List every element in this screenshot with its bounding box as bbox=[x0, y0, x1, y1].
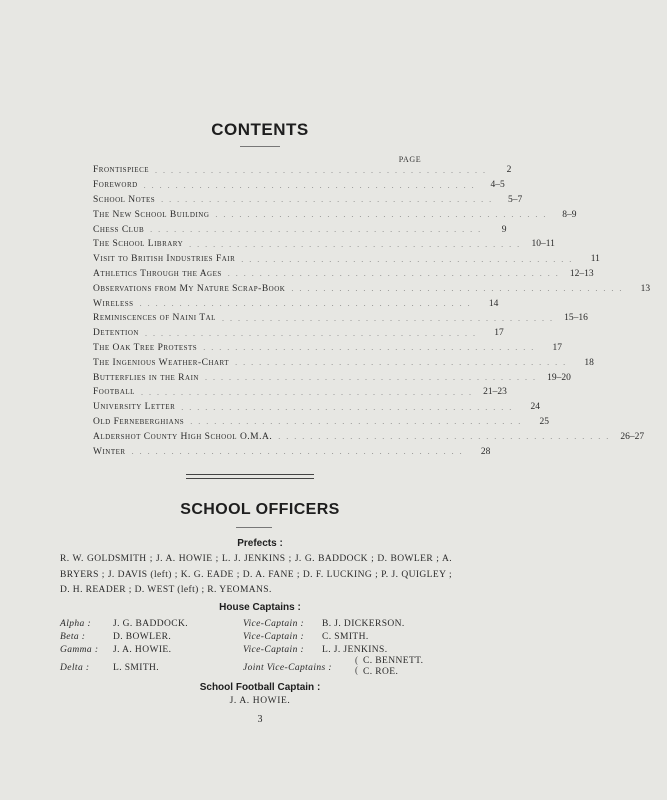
contents-item-page: 17 bbox=[552, 342, 562, 353]
contents-item bbox=[93, 252, 600, 267]
contents-item bbox=[93, 222, 507, 237]
contents-item bbox=[93, 385, 507, 400]
leader-dots: . . . . . . . . . . . . . . . . . . . . . . . . . . . . . . . . . . . . . . . . . . bbox=[204, 373, 537, 383]
vice-captain-label: Vice-Captain : bbox=[243, 619, 305, 629]
contents-item-page: 2 bbox=[506, 165, 512, 176]
leader-dots: . . . . . . . . . . . . . . . . . . . . . . . . . . . . . . . . . . . . . . . . . . bbox=[190, 417, 523, 427]
contents-item-title: Winter bbox=[93, 446, 126, 457]
contents-item-page: 10–11 bbox=[531, 239, 555, 250]
contents-item-title: The School Library bbox=[93, 239, 184, 250]
vice-captain: B. J. DICKERSON. bbox=[322, 619, 405, 629]
contents-item-title: Reminiscences of Naini Tal bbox=[93, 313, 216, 324]
contents-item bbox=[93, 163, 512, 178]
leader-dots: . . . . . . . . . . . . . . . . . . . . . . . . . . . . . . . . . . . . . . . . . . bbox=[215, 210, 548, 220]
house-captain: L. SMITH. bbox=[113, 663, 160, 673]
contents-item-page: 14 bbox=[488, 298, 499, 309]
contents-item bbox=[93, 370, 571, 385]
contents-item-page: 24 bbox=[530, 402, 541, 413]
contents-item-title: Football bbox=[93, 387, 135, 398]
contents-item-page: 28 bbox=[480, 446, 491, 457]
contents-item-title: The Ingenious Weather-Chart bbox=[93, 357, 230, 368]
contents-item-title: The New School Building bbox=[93, 209, 210, 220]
contents-item bbox=[93, 207, 577, 222]
joint-vice-captain: C. ROE. bbox=[363, 667, 399, 677]
contents-item bbox=[93, 341, 562, 356]
contents-item bbox=[93, 267, 594, 282]
leader-dots: . . . . . . . . . . . . . . . . . . . . . . . . . . . . . . . . . . . . . . . . . . bbox=[241, 254, 574, 264]
contents-item-title: Old Ferneberghians bbox=[93, 416, 185, 427]
contents-item-title: Observations from My Nature Scrap-Book bbox=[93, 283, 286, 294]
leader-dots: . . . . . . . . . . . . . . . . . . . . . . . . . . . . . . . . . . . . . . . . . . bbox=[181, 402, 514, 412]
brace-bottom: ( bbox=[355, 665, 358, 675]
contents-item-page: 25 bbox=[539, 416, 549, 427]
contents-item bbox=[93, 415, 549, 430]
contents-item bbox=[93, 311, 588, 326]
leader-dots: . . . . . . . . . . . . . . . . . . . . . . . . . . . . . . . . . . . . . . . . . . bbox=[161, 195, 494, 205]
contents-item-page: 18 bbox=[584, 357, 594, 368]
contents-item-page: 4–5 bbox=[490, 180, 505, 191]
contents-item-page: 13 bbox=[640, 283, 651, 294]
football-captain-name: J. A. HOWIE. bbox=[229, 696, 291, 706]
contents-item-title: Frontispiece bbox=[93, 165, 150, 176]
contents-item bbox=[93, 355, 594, 370]
contents-item bbox=[93, 400, 541, 415]
leader-dots: . . . . . . . . . . . . . . . . . . . . . . . . . . . . . . . . . . . . . . . . . . bbox=[227, 269, 560, 279]
leader-dots: . . . . . . . . . . . . . . . . . . . . . . . . . . . . . . . . . . . . . . . . . . bbox=[139, 299, 472, 309]
prefects-heading: Prefects : bbox=[237, 538, 283, 549]
contents-item-page: 26–27 bbox=[620, 431, 645, 442]
contents-item-title: Chess Club bbox=[93, 224, 145, 235]
contents-item bbox=[93, 193, 523, 208]
house-captain: J. A. HOWIE. bbox=[113, 645, 172, 655]
leader-dots: . . . . . . . . . . . . . . . . . . . . . . . . . . . . . . . . . . . . . . . . . . bbox=[144, 328, 477, 338]
contents-item-title: The Oak Tree Protests bbox=[93, 342, 198, 353]
contents-item-title: Visit to British Industries Fair bbox=[93, 254, 236, 265]
joint-vice-captain: C. BENNETT. bbox=[363, 656, 424, 666]
house-name: Alpha : bbox=[60, 619, 92, 629]
contents-item bbox=[93, 281, 651, 296]
leader-dots: . . . . . . . . . . . . . . . . . . . . . . . . . . . . . . . . . . . . . . . . . . bbox=[291, 284, 624, 294]
football-captain-heading: School Football Captain : bbox=[199, 682, 321, 693]
contents-title: CONTENTS bbox=[211, 120, 309, 139]
vice-captain: C. SMITH. bbox=[322, 632, 369, 642]
officers-title-underline bbox=[236, 527, 272, 528]
contents-item bbox=[93, 326, 504, 341]
title-underline bbox=[240, 146, 280, 147]
section-divider bbox=[186, 474, 314, 479]
house-captain: J. G. BADDOCK. bbox=[113, 619, 189, 629]
vice-captain-label: Vice-Captain : bbox=[243, 645, 305, 655]
contents-item-page: 19–20 bbox=[547, 372, 571, 383]
house-name: Beta : bbox=[60, 632, 86, 642]
house-captains-heading: House Captains : bbox=[219, 602, 301, 613]
vice-captain-label: Vice-Captain : bbox=[243, 632, 305, 642]
leader-dots: . . . . . . . . . . . . . . . . . . . . . . . . . . . . . . . . . . . . . . . . . . bbox=[131, 447, 464, 457]
leader-dots: . . . . . . . . . . . . . . . . . . . . . . . . . . . . . . . . . . . . . . . . . . bbox=[203, 343, 536, 353]
leader-dots: . . . . . . . . . . . . . . . . . . . . . . . . . . . . . . . . . . . . . . . . . . bbox=[278, 432, 611, 442]
contents-item-page: 15–16 bbox=[564, 313, 588, 324]
contents-item-title: Wireless bbox=[93, 298, 134, 309]
house-captain: D. BOWLER. bbox=[113, 632, 172, 642]
contents-item-page: 11 bbox=[590, 254, 600, 265]
contents-item-title: Aldershot County High School O.M.A. bbox=[93, 431, 273, 442]
contents-item-page: 5–7 bbox=[508, 194, 523, 205]
contents-item bbox=[93, 237, 555, 252]
contents-item-page: 8–9 bbox=[562, 209, 577, 220]
brace-top: ( bbox=[355, 655, 358, 665]
officers-title: SCHOOL OFFICERS bbox=[180, 501, 340, 518]
contents-item-title: Athletics Through the Ages bbox=[93, 268, 222, 279]
contents-item-title: School Notes bbox=[93, 194, 156, 205]
page-column-header: PAGE bbox=[398, 155, 422, 164]
joint-vice-captains-label: Joint Vice-Captains : bbox=[243, 663, 332, 673]
leader-dots: . . . . . . . . . . . . . . . . . . . . . . . . . . . . . . . . . . . . . . . . . . bbox=[221, 313, 554, 323]
house-name: Gamma : bbox=[60, 645, 99, 655]
contents-item bbox=[93, 296, 499, 311]
contents-item-page: 21–23 bbox=[483, 387, 507, 398]
leader-dots: . . . . . . . . . . . . . . . . . . . . . . . . . . . . . . . . . . . . . . . . . . bbox=[143, 180, 476, 190]
vice-captain: L. J. JENKINS. bbox=[322, 645, 388, 655]
contents-item-page: 9 bbox=[501, 224, 507, 235]
contents-item bbox=[93, 444, 491, 459]
contents-item-title: Butterflies in the Rain bbox=[93, 372, 199, 383]
leader-dots: . . . . . . . . . . . . . . . . . . . . . . . . . . . . . . . . . . . . . . . . . . bbox=[140, 387, 473, 397]
prefects-list: R. W. GOLDSMITH ; J. A. HOWIE ; L. J. JENKINS ; J. G. BADDOCK ; D. BOWLER ; A. BRYERS ; J. DAVIS (left) ; K. G. EADE ; D. A. FANE ; D. F. LUCKING ; P. J. QUIGLEY ; D. H. READER ; D. WEST (left) ; R. YEOMANS. bbox=[60, 554, 452, 595]
contents-item bbox=[93, 178, 505, 193]
contents-list bbox=[93, 163, 651, 459]
contents-item bbox=[93, 429, 645, 444]
contents-item-title: Detention bbox=[93, 328, 139, 339]
page-number: 3 bbox=[257, 714, 263, 725]
contents-item-page: 17 bbox=[494, 328, 504, 339]
leader-dots: . . . . . . . . . . . . . . . . . . . . . . . . . . . . . . . . . . . . . . . . . . bbox=[235, 358, 568, 368]
leader-dots: . . . . . . . . . . . . . . . . . . . . . . . . . . . . . . . . . . . . . . . . . . bbox=[189, 239, 522, 249]
leader-dots: . . . . . . . . . . . . . . . . . . . . . . . . . . . . . . . . . . . . . . . . . . bbox=[155, 165, 488, 175]
contents-item-title: Foreword bbox=[93, 180, 138, 191]
contents-item-title: University Letter bbox=[93, 402, 176, 413]
house-name: Delta : bbox=[60, 663, 90, 673]
contents-item-page: 12–13 bbox=[569, 268, 594, 279]
leader-dots: . . . . . . . . . . . . . . . . . . . . . . . . . . . . . . . . . . . . . . . . . . bbox=[150, 225, 483, 235]
